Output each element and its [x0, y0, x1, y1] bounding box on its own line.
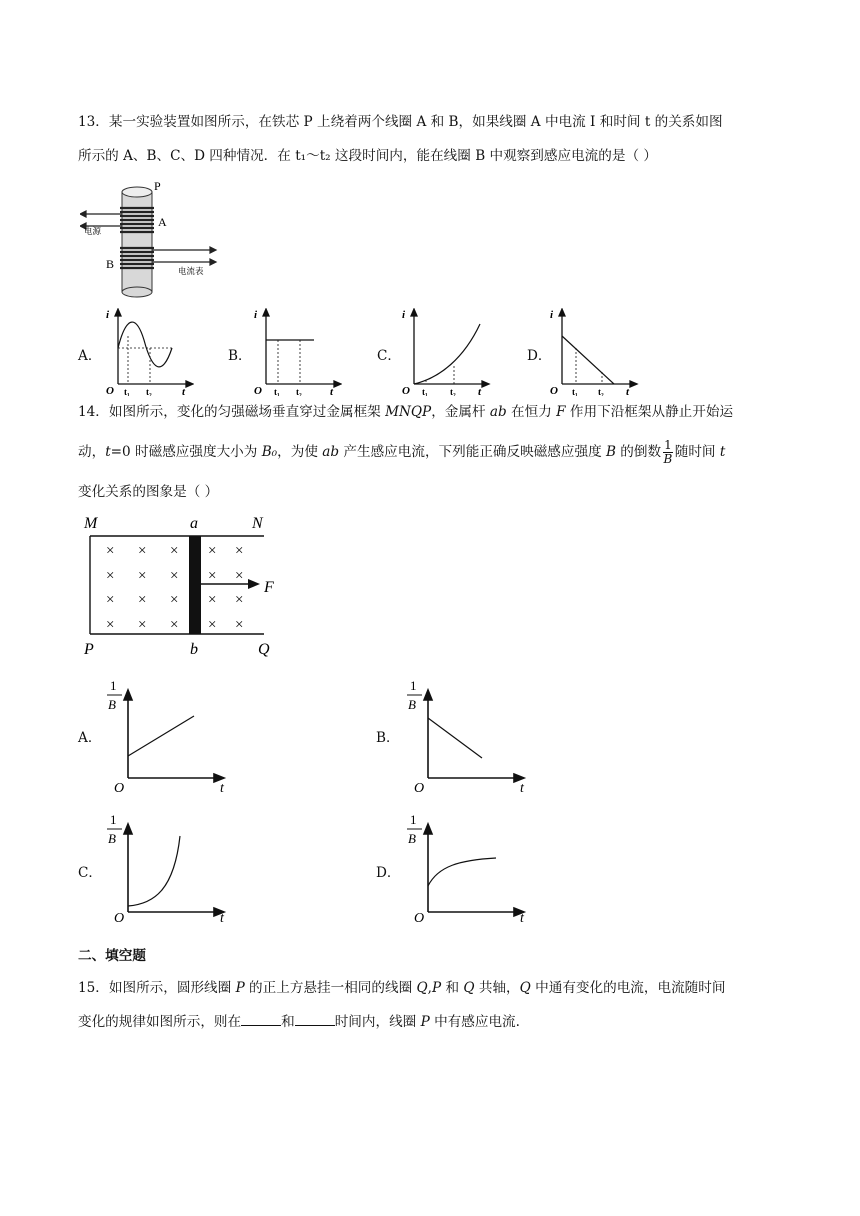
q13-graph-c-o: O — [402, 385, 410, 396]
q15-text: 共轴， — [474, 980, 520, 996]
q15-coil-p: P — [420, 1014, 430, 1030]
q14-option-d-label: D． — [376, 865, 401, 881]
q14-graph-a-o: O — [114, 781, 125, 796]
q14-field-cross: × — [106, 568, 115, 584]
q14-force-name: F — [556, 404, 566, 420]
q14-field-cross: × — [170, 617, 179, 633]
q14-fraction-num: 1 — [664, 438, 672, 452]
q14-text: 动， — [78, 444, 106, 460]
q14-frame-figure — [80, 514, 290, 660]
q13-option-a-label: A． — [78, 348, 102, 364]
q14-label-q: Q — [258, 641, 270, 658]
q15-coil-q: Q — [416, 980, 428, 996]
q15-text: 和 — [281, 1014, 295, 1030]
q14-graph-a-t: t — [220, 781, 224, 796]
q13-graph-b — [252, 308, 342, 396]
q14-line1 — [78, 398, 788, 426]
q14-text: 在恒力 — [506, 404, 557, 420]
q14-text: ，金属杆 — [431, 404, 490, 420]
q13-graph-c-i: i — [402, 309, 406, 321]
q14-field-cross: × — [170, 592, 179, 608]
q14-var-b0: B₀ — [261, 444, 278, 460]
q14-line2 — [78, 438, 788, 466]
q14-option-c-label: C． — [78, 865, 102, 881]
q14-graph-d-t: t — [520, 911, 524, 926]
q13-graph-b-i: i — [254, 309, 258, 321]
q13-option-c-label: C． — [377, 348, 401, 364]
q13-graph-d — [548, 308, 640, 396]
q13-graph-c-t2: t₂ — [450, 387, 456, 396]
q14-graph-d — [404, 810, 534, 926]
q15-text: 变化的规律如图所示，则在 — [78, 1014, 242, 1030]
q14-option-b-label: B． — [376, 730, 400, 746]
q14-text: 的倒数 — [615, 444, 662, 460]
q15-answer-blank-1[interactable] — [241, 1011, 281, 1026]
q14-label-a: a — [190, 515, 198, 532]
q15-text: 中有感应电流. — [429, 1014, 520, 1030]
q13-label-b: B — [106, 257, 115, 271]
q13-option-d-label: D． — [527, 348, 552, 364]
q14-text: 产生感应电流，下列能正确反映磁感应强度 — [339, 444, 606, 460]
q15-text: 中通有变化的电流，电流随时间 — [530, 980, 726, 996]
q15-text: 时间内，线圈 — [334, 1014, 421, 1030]
q13-graph-b-t: t — [330, 386, 334, 396]
q14-graph-d-o: O — [414, 911, 425, 926]
q13-graph-c — [400, 308, 492, 396]
q14-var-t: t — [105, 444, 111, 460]
q14-graph-b-num: 1 — [410, 678, 417, 693]
q14-field-cross: × — [106, 617, 115, 633]
q13-graph-c-t1: t₁ — [422, 387, 428, 396]
q14-field-cross: × — [208, 592, 217, 608]
q14-fraction-den: B — [663, 452, 673, 466]
q13-graph-d-t1: t₁ — [572, 387, 578, 396]
q15-line2 — [78, 1008, 788, 1036]
q13-graph-d-o: O — [550, 385, 558, 396]
q13-line2: 所示的 A、B、C、D 四种情况．在 t₁～t₂ 这段时间内，能在线圈 B 中观察到感应电流的是（ ） — [78, 148, 657, 164]
q14-rod-name: ab — [322, 444, 340, 460]
q15-answer-blank-2[interactable] — [295, 1011, 335, 1026]
q14-text: 作用下沿框架从静止开始运 — [565, 404, 734, 420]
q14-field-cross: × — [138, 617, 147, 633]
q14-field-cross: × — [208, 617, 217, 633]
q14-graph-c-o: O — [114, 911, 125, 926]
q14-text: 随时间 — [674, 444, 720, 460]
q14-field-cross: × — [106, 592, 115, 608]
q14-line3: 变化关系的图象是（ ） — [78, 484, 219, 500]
q14-field-cross: × — [138, 543, 147, 559]
q13-graph-b-t1: t₁ — [274, 387, 280, 396]
q13-graph-b-o: O — [254, 385, 262, 396]
q13-graph-d-t: t — [626, 386, 630, 396]
q14-label-n: N — [252, 515, 263, 532]
q13-label-p: P — [154, 179, 161, 193]
q13-graph-d-i: i — [550, 309, 554, 321]
q14-var-t: t — [719, 444, 726, 460]
q14-field-cross: × — [106, 543, 115, 559]
q14-graph-d-num: 1 — [410, 812, 417, 827]
q14-label-m: M — [84, 515, 98, 532]
q14-field-cross: × — [208, 568, 217, 584]
q14-var-b: B — [605, 444, 616, 460]
q13-option-b-label: B． — [228, 348, 252, 364]
q14-field-cross: × — [138, 592, 147, 608]
q14-graph-c-t: t — [220, 911, 224, 926]
q14-text: ，为使 — [277, 444, 323, 460]
q14-text: =0 时磁感应强度大小为 — [110, 444, 262, 460]
q14-graph-c-den: B — [108, 831, 116, 846]
q14-field-cross: × — [170, 568, 179, 584]
q14-graph-d-den: B — [408, 831, 416, 846]
q13-graph-a-o: O — [106, 385, 114, 396]
q14-label-b: b — [190, 641, 198, 658]
q14-field-cross: × — [235, 568, 244, 584]
q14-text: 14．如图所示，变化的匀强磁场垂直穿过金属框架 — [78, 404, 386, 420]
q14-field-cross: × — [235, 543, 244, 559]
q13-graph-a-t1: t₁ — [124, 387, 130, 396]
q14-field-cross: × — [235, 617, 244, 633]
q15-coil-p: P — [431, 980, 442, 996]
q14-field-cross: × — [235, 592, 244, 608]
q13-label-meter: 电流表 — [178, 266, 204, 276]
q13-graph-b-t2: t₂ — [296, 387, 302, 396]
q15-text: , — [427, 980, 432, 996]
q14-fraction — [663, 439, 673, 466]
q13-coil-figure — [80, 178, 230, 298]
q13-graph-a-i: i — [106, 309, 110, 321]
q13-line1: 13．某一实验装置如图所示，在铁芯 P 上绕着两个线圈 A 和 B，如果线圈 A 中电流 I 和时间 t 的关系如图 — [78, 114, 723, 130]
q14-field-cross: × — [170, 543, 179, 559]
q14-label-p: P — [84, 641, 94, 658]
q13-label-a: A — [158, 215, 167, 229]
q13-graph-a — [104, 308, 194, 396]
q15-text: 15．如图所示，圆形线圈 — [78, 980, 236, 996]
q13-graph-a-t2: t₂ — [146, 387, 152, 396]
q14-graph-b — [404, 676, 534, 796]
q14-field-cross: × — [208, 543, 217, 559]
q13-graph-c-t: t — [478, 386, 482, 396]
q15-coil-p: P — [235, 980, 245, 996]
q15-coil-q: Q — [519, 980, 531, 996]
q14-graph-c — [104, 810, 234, 926]
q14-graph-a-num: 1 — [110, 678, 117, 693]
q14-option-a-label: A． — [78, 730, 102, 746]
q13-graph-a-t: t — [182, 386, 186, 396]
q14-graph-a — [104, 676, 234, 796]
q13-graph-d-t2: t₂ — [598, 387, 604, 396]
q14-graph-c-num: 1 — [110, 812, 117, 827]
q14-graph-b-o: O — [414, 781, 425, 796]
q15-text: 的正上方悬挂一相同的线圈 — [244, 980, 417, 996]
q14-frame-name: MNQP — [385, 404, 432, 420]
q14-graph-b-den: B — [408, 697, 416, 712]
q14-field-cross: × — [138, 568, 147, 584]
q15-line1 — [78, 974, 788, 1002]
section-heading: 二、填空题 — [78, 948, 146, 964]
q15-text: 和 — [441, 980, 464, 996]
q13-label-power: 电源 — [84, 226, 102, 236]
q14-rod-name: ab — [489, 404, 507, 420]
q14-graph-a-den: B — [108, 697, 116, 712]
q14-graph-b-t: t — [520, 781, 524, 796]
q14-label-f: F — [264, 579, 274, 596]
q15-coil-q: Q — [463, 980, 475, 996]
